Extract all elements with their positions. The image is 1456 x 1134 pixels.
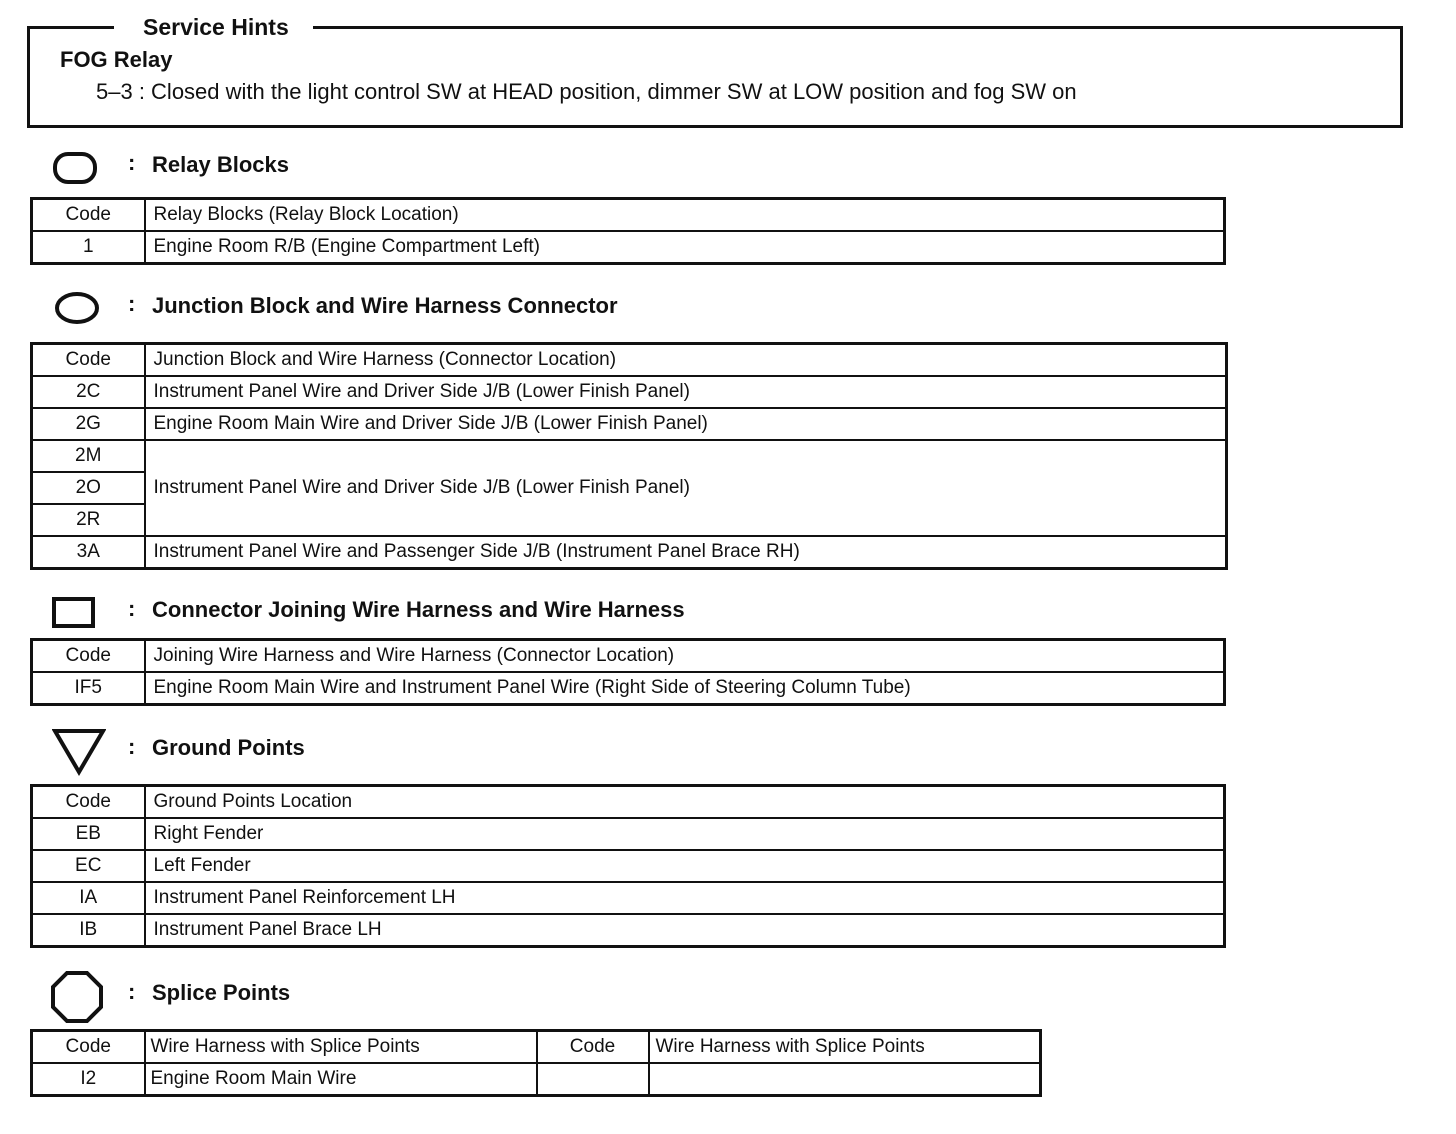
row-code: IB [32, 914, 145, 947]
row-code: I2 [32, 1063, 145, 1096]
table-header-row [32, 199, 1225, 232]
row-code: 2R [32, 504, 145, 536]
row-code: 2G [32, 408, 145, 440]
table-header-row [32, 640, 1225, 673]
row-desc: Instrument Panel Brace LH [145, 914, 1225, 947]
table-row [32, 376, 1227, 408]
row-code: 2M [32, 440, 145, 472]
relay-block-icon [52, 151, 98, 185]
table-row [32, 818, 1225, 850]
ground-colon: : [128, 734, 136, 759]
table-row [32, 882, 1225, 914]
header-code: Code [537, 1031, 649, 1064]
row-desc: Engine Room Main Wire [145, 1063, 537, 1096]
row-desc: Instrument Panel Wire and Driver Side J/B (Lower Finish Panel) [145, 440, 1227, 536]
header-desc: Ground Points Location [145, 786, 1225, 819]
row-code: 2C [32, 376, 145, 408]
row-desc: Instrument Panel Wire and Passenger Side J/B (Instrument Panel Brace RH) [145, 536, 1227, 569]
row-desc: Left Fender [145, 850, 1225, 882]
header-code: Code [32, 1031, 145, 1064]
header-desc: Joining Wire Harness and Wire Harness (Connector Location) [145, 640, 1225, 673]
table-header-row [32, 786, 1225, 819]
table-header-row [32, 344, 1227, 377]
table-row [32, 672, 1225, 705]
ground-point-icon [52, 728, 106, 776]
connector-colon: : [128, 596, 136, 621]
ground-title: Ground Points [152, 735, 305, 760]
header-desc: Junction Block and Wire Harness (Connector Location) [145, 344, 1227, 377]
row-desc: Engine Room R/B (Engine Compartment Left) [145, 231, 1225, 264]
row-desc: Instrument Panel Reinforcement LH [145, 882, 1225, 914]
row-desc: Engine Room Main Wire and Instrument Panel Wire (Right Side of Steering Column Tube) [145, 672, 1225, 705]
splice-colon: : [128, 979, 136, 1004]
header-code: Code [32, 640, 145, 673]
table-row [32, 408, 1227, 440]
connector-title: Connector Joining Wire Harness and Wire Harness [152, 597, 685, 622]
row-desc [649, 1063, 1041, 1096]
splice-point-icon [50, 970, 104, 1024]
row-code: 2O [32, 472, 145, 504]
service-hints-line: 5–3 : Closed with the light control SW at HEAD position, dimmer SW at LOW position and fog SW on [96, 79, 1077, 104]
junction-colon: : [128, 291, 136, 316]
table-row [32, 1063, 1041, 1096]
row-code: 3A [32, 536, 145, 569]
table-row [32, 231, 1225, 264]
header-desc: Wire Harness with Splice Points [649, 1031, 1041, 1064]
ground-table [30, 784, 1226, 948]
row-code: EC [32, 850, 145, 882]
row-code: EB [32, 818, 145, 850]
table-row [32, 850, 1225, 882]
relay-blocks-table [30, 197, 1226, 265]
row-desc: Engine Room Main Wire and Driver Side J/B (Lower Finish Panel) [145, 408, 1227, 440]
row-desc: Instrument Panel Wire and Driver Side J/B (Lower Finish Panel) [145, 376, 1227, 408]
row-code: IF5 [32, 672, 145, 705]
table-row [32, 440, 1227, 472]
header-desc: Wire Harness with Splice Points [145, 1031, 537, 1064]
junction-table [30, 342, 1228, 570]
header-code: Code [32, 344, 145, 377]
table-row [32, 536, 1227, 569]
row-desc: Right Fender [145, 818, 1225, 850]
row-code: IA [32, 882, 145, 914]
junction-block-icon [53, 290, 101, 326]
service-hints-title: Service Hints [114, 13, 313, 41]
table-row [32, 914, 1225, 947]
table-header-row [32, 1031, 1041, 1064]
header-desc: Relay Blocks (Relay Block Location) [145, 199, 1225, 232]
header-code: Code [32, 786, 145, 819]
splice-title: Splice Points [152, 980, 291, 1005]
connector-icon [52, 597, 96, 629]
splice-table [30, 1029, 1042, 1097]
header-code: Code [32, 199, 145, 232]
relay-blocks-colon: : [128, 150, 136, 175]
connector-table [30, 638, 1226, 706]
service-hints-subtitle: FOG Relay [60, 47, 173, 72]
service-hints-box [27, 14, 1403, 128]
row-code: 1 [32, 231, 145, 264]
row-code [537, 1063, 649, 1096]
junction-title: Junction Block and Wire Harness Connector [152, 293, 618, 318]
relay-blocks-title: Relay Blocks [152, 152, 289, 177]
